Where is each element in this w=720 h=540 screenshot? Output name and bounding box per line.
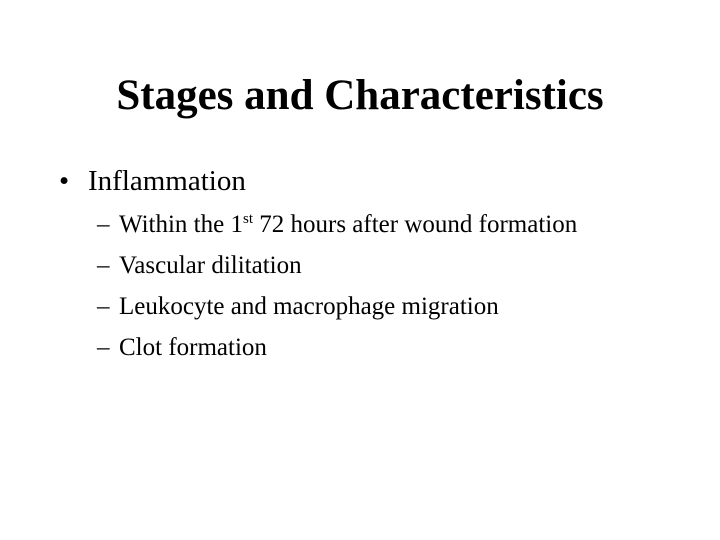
sub-bullet-text-pre: Within the 1 (119, 211, 243, 238)
bullet-text: Inflammation (88, 165, 246, 197)
sub-bullet-text: Leukocyte and macrophage migration (119, 293, 499, 320)
sub-bullet-text-post: 72 hours after wound formation (253, 211, 578, 238)
bullet-marker: • (59, 165, 70, 197)
sub-bullet-text: Clot formation (119, 334, 267, 361)
sub-bullet-dash: – (97, 334, 110, 361)
slide-title: Stages and Characteristics (116, 72, 604, 119)
sub-bullet-item (97, 204, 577, 245)
bullet-inflammation (59, 163, 246, 199)
sub-bullet-dash: – (97, 211, 110, 238)
sub-bullet-item (97, 286, 577, 327)
sub-bullet-list (97, 204, 577, 368)
sub-bullet-superscript: st (242, 211, 253, 227)
sub-bullet-item (97, 327, 577, 368)
sub-bullet-dash: – (97, 252, 110, 279)
sub-bullet-dash: – (97, 293, 110, 320)
sub-bullet-text: Vascular dilitation (119, 252, 302, 279)
sub-bullet-item (97, 245, 577, 286)
